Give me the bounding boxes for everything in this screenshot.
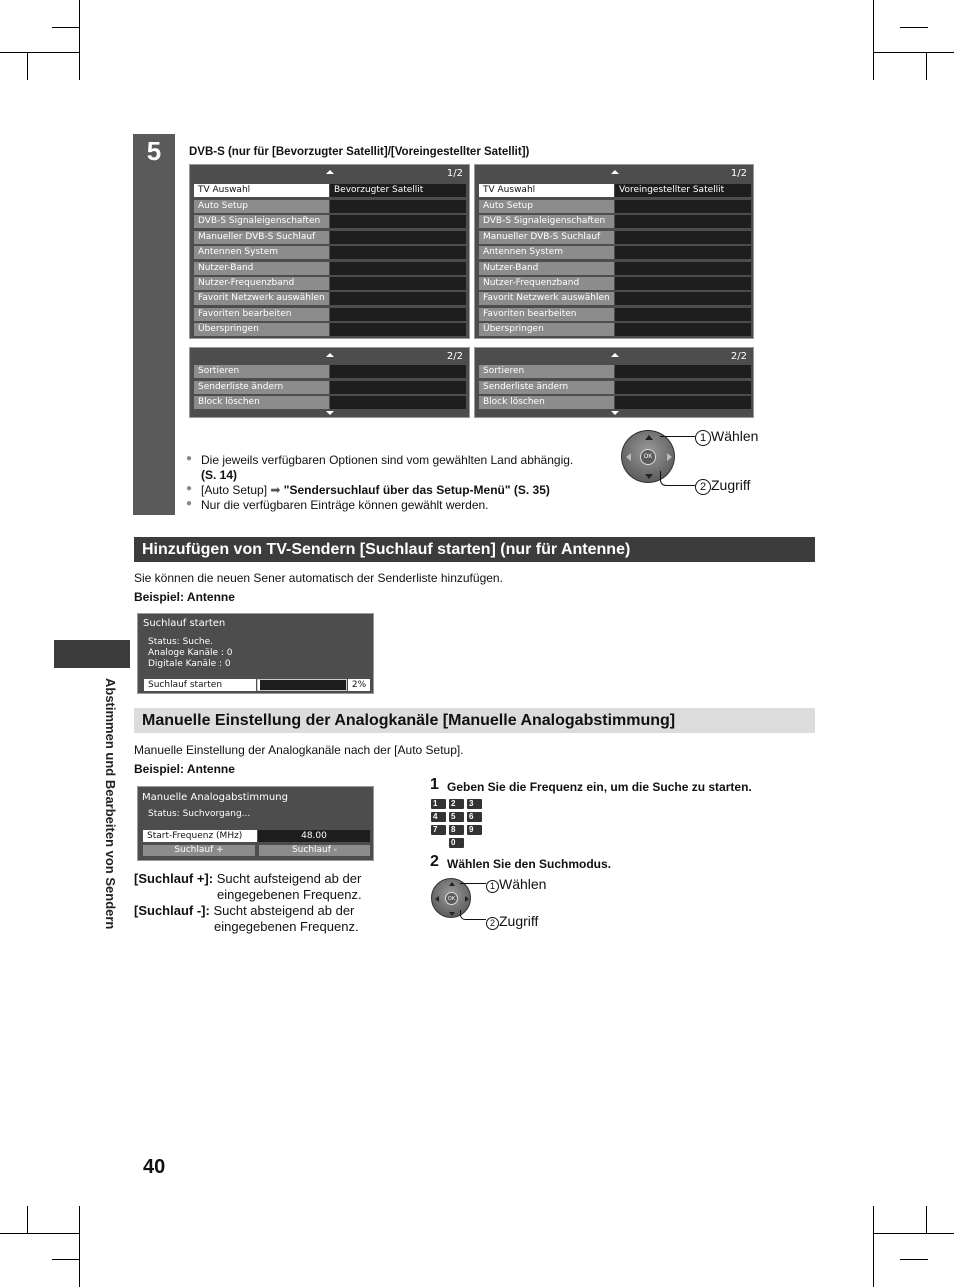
numkey-8-icon: 8 [449, 825, 464, 835]
section-heading: Manuelle Einstellung der Analogkanäle [Manuelle Analogabstimmung] [134, 708, 815, 733]
arrow-right-icon: ➡ [270, 483, 281, 497]
crop-mark [52, 1259, 80, 1260]
menu-label: Überspringen [479, 323, 614, 336]
ok-button-icon: OK [445, 892, 458, 905]
example-label: Beispiel: Antenne [134, 590, 235, 604]
desc-text-cont: eingegebenen Frequenz. [217, 887, 362, 902]
menu-page: 1/2 [446, 168, 463, 179]
legend-label: Wählen [499, 876, 547, 892]
example-label: Beispiel: Antenne [134, 762, 235, 776]
dialog-title: Manuelle Analogabstimmung [142, 792, 288, 803]
menu-value [615, 323, 751, 336]
left-arrow-icon [435, 896, 439, 902]
menu-label: Block löschen [479, 396, 614, 409]
menu-value [615, 365, 751, 378]
menu-value [330, 308, 466, 321]
numkey-5-icon: 5 [449, 812, 464, 822]
menu-label: Überspringen [194, 323, 329, 336]
numkey-7-icon: 7 [431, 825, 446, 835]
dialog-title: Suchlauf starten [143, 618, 226, 629]
step1-number: 1 [430, 776, 439, 793]
bullet-icon: ● [186, 498, 193, 509]
numkey-6-icon: 6 [467, 812, 482, 822]
crop-mark [79, 1206, 80, 1287]
menu-label: Senderliste ändern [479, 381, 614, 394]
tv-menu-page2-left [189, 347, 470, 418]
menu-page: 1/2 [730, 168, 747, 179]
scan-dialog [137, 613, 374, 694]
menu-value [615, 381, 751, 394]
menu-label: TV Auswahl [479, 184, 614, 197]
crop-mark [900, 1259, 928, 1260]
circled-number: 2 [486, 917, 499, 930]
search-down-desc [134, 903, 354, 918]
callout-line [460, 883, 486, 884]
crop-mark [873, 1233, 954, 1234]
desc-key: [Suchlauf +]: [134, 871, 214, 886]
desc-text: Sucht absteigend ab der [213, 903, 355, 918]
note-text: Nur die verfügbaren Einträge können gewählt werden. [201, 498, 489, 512]
scan-bar-label: Suchlauf starten [144, 679, 256, 691]
menu-value [330, 381, 466, 394]
crop-mark [873, 1206, 874, 1287]
frequency-label: Start-Frequenz (MHz) [143, 830, 257, 842]
down-arrow-icon [449, 912, 455, 916]
progress-bar [257, 679, 347, 691]
legend-label: Zugriff [711, 477, 751, 493]
crop-mark [0, 52, 80, 53]
menu-label: TV Auswahl [194, 184, 329, 197]
menu-label: Nutzer-Frequenzband [479, 277, 614, 290]
callout-line [660, 471, 695, 486]
menu-value [330, 323, 466, 336]
numkey-1-icon: 1 [431, 799, 446, 809]
menu-label: Manueller DVB-S Suchlauf [479, 231, 614, 244]
step-number: 5 [146, 136, 162, 166]
menu-value: Voreingestellter Satellit [615, 184, 751, 197]
analog-count: Analoge Kanäle : 0 [148, 648, 233, 658]
circled-number: 1 [695, 430, 711, 446]
section-intro: Sie können die neuen Sener automatisch der Senderliste hinzufügen. [134, 571, 503, 585]
menu-label: Sortieren [194, 365, 329, 378]
callout-line [460, 910, 486, 920]
callout-line [660, 436, 695, 437]
crop-mark [873, 0, 874, 80]
numkey-3-icon: 3 [467, 799, 482, 809]
circled-number: 1 [486, 880, 499, 893]
crop-mark [52, 27, 80, 28]
tv-menu-preset [474, 164, 754, 339]
scroll-up-icon [326, 170, 334, 174]
menu-value [330, 262, 466, 275]
menu-label: Favorit Netzwerk auswählen [479, 292, 614, 305]
section-heading: Hinzufügen von TV-Sendern [Suchlauf starten] (nur für Antenne) [134, 537, 815, 562]
menu-value [330, 277, 466, 290]
menu-value: Bevorzugter Satellit [330, 184, 466, 197]
ok-button-icon: OK [640, 449, 656, 465]
crop-mark [873, 52, 954, 53]
menu-value [615, 246, 751, 259]
numkey-2-icon: 2 [449, 799, 464, 809]
menu-value [615, 292, 751, 305]
menu-value [615, 308, 751, 321]
menu-label: DVB-S Signaleigenschaften [194, 215, 329, 228]
up-arrow-icon [645, 435, 653, 440]
search-up-button[interactable]: Suchlauf + [143, 845, 255, 856]
desc-text: Sucht aufsteigend ab der [216, 871, 362, 886]
menu-label: Auto Setup [479, 200, 614, 213]
menu-value [615, 200, 751, 213]
legend-access [486, 913, 538, 930]
menu-value [330, 365, 466, 378]
note-text: Die jeweils verfügbaren Optionen sind vom gewählten Land abhängig. [201, 453, 574, 467]
scroll-down-icon [326, 411, 334, 415]
menu-value [330, 215, 466, 228]
menu-label: Senderliste ändern [194, 381, 329, 394]
digital-count: Digitale Kanäle : 0 [148, 659, 231, 669]
up-arrow-icon [449, 882, 455, 886]
menu-label: Antennen System [194, 246, 329, 259]
menu-label: Favoriten bearbeiten [194, 308, 329, 321]
dvbs-heading: DVB-S (nur für [Bevorzugter Satellit]/[Voreingestellter Satellit]) [189, 146, 530, 158]
status-text: Status: Suche. [148, 637, 214, 647]
menu-value [615, 277, 751, 290]
chapter-label: Abstimmen und Bearbeiten von Sendern [103, 678, 118, 930]
crop-mark [79, 0, 80, 80]
menu-label: Antennen System [479, 246, 614, 259]
right-arrow-icon [667, 453, 672, 461]
menu-label: Nutzer-Band [194, 262, 329, 275]
step1-text: Geben Sie die Frequenz ein, um die Suche zu starten. [447, 780, 752, 794]
legend-label: Wählen [711, 428, 759, 444]
menu-label: Manueller DVB-S Suchlauf [194, 231, 329, 244]
menu-label: Nutzer-Frequenzband [194, 277, 329, 290]
crop-mark [900, 27, 928, 28]
crop-mark [27, 1206, 28, 1234]
menu-value [330, 231, 466, 244]
crop-mark [926, 52, 927, 80]
step-column [133, 134, 175, 515]
menu-value [615, 215, 751, 228]
scroll-down-icon [611, 411, 619, 415]
note-ref: (S. 14) [201, 468, 238, 482]
menu-value [330, 396, 466, 409]
circled-number: 2 [695, 479, 711, 495]
menu-label: Favoriten bearbeiten [479, 308, 614, 321]
numkey-0-icon: 0 [449, 838, 464, 848]
legend-label: Zugriff [499, 913, 539, 929]
progress-percent: 2% [348, 679, 370, 691]
menu-label: Favorit Netzwerk auswählen [194, 292, 329, 305]
step2-text: Wählen Sie den Suchmodus. [447, 857, 612, 871]
scroll-up-icon [611, 170, 619, 174]
search-up-desc [134, 871, 361, 886]
legend-select [695, 428, 758, 446]
crop-mark [27, 52, 28, 80]
crop-mark [0, 1233, 80, 1234]
scroll-up-icon [611, 353, 619, 357]
desc-text-cont: eingegebenen Frequenz. [214, 919, 359, 934]
menu-value [330, 292, 466, 305]
section-intro: Manuelle Einstellung der Analogkanäle nach der [Auto Setup]. [134, 743, 464, 757]
scroll-up-icon [326, 353, 334, 357]
right-arrow-icon [465, 896, 469, 902]
search-down-button[interactable]: Suchlauf - [259, 845, 370, 856]
tv-menu-page2-right [474, 347, 754, 418]
bullet-icon: ● [186, 483, 193, 494]
menu-label: Block löschen [194, 396, 329, 409]
status-text: Status: Suchvorgang... [148, 809, 251, 819]
step2-number: 2 [430, 853, 439, 870]
down-arrow-icon [645, 474, 653, 479]
menu-value [615, 396, 751, 409]
page-number: 40 [143, 1156, 166, 1178]
menu-page: 2/2 [730, 351, 747, 362]
menu-label: Sortieren [479, 365, 614, 378]
left-arrow-icon [626, 453, 631, 461]
note-text: [Auto Setup] [201, 483, 268, 497]
menu-page: 2/2 [446, 351, 463, 362]
legend-access [695, 477, 750, 495]
menu-value [330, 200, 466, 213]
menu-label: Nutzer-Band [479, 262, 614, 275]
menu-value [330, 246, 466, 259]
bullet-icon: ● [186, 453, 193, 464]
menu-value [615, 231, 751, 244]
legend-select [486, 876, 546, 893]
analog-tuning-dialog [137, 786, 374, 861]
menu-label: DVB-S Signaleigenschaften [479, 215, 614, 228]
tv-menu-preferred [189, 164, 470, 339]
menu-value [615, 262, 751, 275]
note-link[interactable]: "Sendersuchlauf über das Setup-Menü" (S. 35) [283, 483, 550, 497]
progress-fill [258, 680, 260, 690]
frequency-value[interactable]: 48.00 [258, 830, 370, 842]
numkey-9-icon: 9 [467, 825, 482, 835]
menu-label: Auto Setup [194, 200, 329, 213]
chapter-tab [54, 640, 130, 668]
desc-key: [Suchlauf -]: [134, 903, 210, 918]
crop-mark [926, 1206, 927, 1234]
numkey-4-icon: 4 [431, 812, 446, 822]
